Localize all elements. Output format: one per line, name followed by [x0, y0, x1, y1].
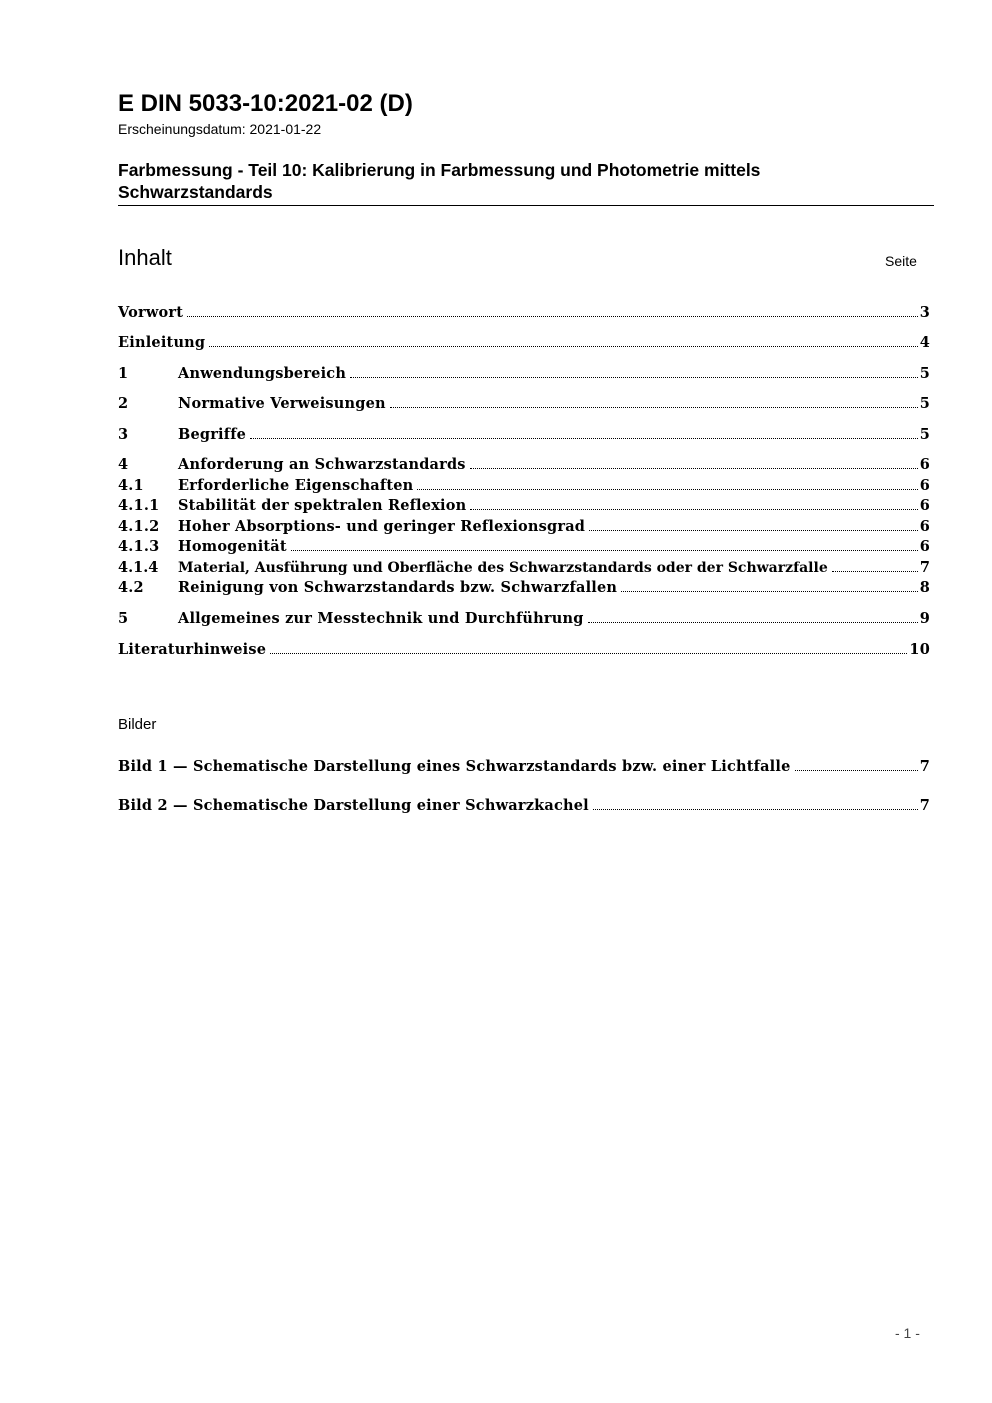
toc-entry-page: 3 — [919, 304, 930, 321]
page-column-label: Seite — [885, 253, 917, 269]
figure-entry-2[interactable] — [118, 795, 930, 815]
toc-entry-title: Hoher Absorptions- und geringer Reflexionsgrad — [178, 518, 586, 535]
toc-entry-page: 6 — [919, 456, 930, 473]
toc-heading: Inhalt — [118, 245, 172, 270]
figure-entry-page: 7 — [919, 758, 930, 775]
toc-entry-page: 5 — [919, 426, 930, 443]
toc-entry-title: Normative Verweisungen — [178, 395, 386, 412]
dot-leader — [593, 809, 918, 810]
page-number: - 1 - — [895, 1325, 920, 1341]
figures-heading: Bilder — [118, 716, 157, 733]
toc-entry-page: 9 — [919, 610, 930, 627]
publication-date: Erscheinungsdatum: 2021-01-22 — [118, 121, 322, 137]
dot-leader — [795, 770, 918, 771]
toc-entry-page: 6 — [919, 497, 930, 514]
figure-entry-title: Bild 1 — Schematische Darstellung eines Schwarzstandards bzw. einer Lichtfalle — [118, 758, 791, 775]
toc-entry-number: 4.1.4 — [118, 559, 159, 576]
toc-entry-number: 1 — [118, 365, 129, 382]
figure-entry-1[interactable] — [118, 756, 930, 776]
toc-entry-title: Literaturhinweise — [118, 641, 267, 658]
toc-entry-title: Allgemeines zur Messtechnik und Durchführung — [178, 610, 584, 627]
toc-entry-number: 4.1 — [118, 477, 144, 494]
toc-entry-page: 6 — [919, 538, 930, 555]
toc-entry-page: 6 — [919, 477, 930, 494]
toc-entry-title: Erforderliche Eigenschaften — [178, 477, 414, 494]
toc-entry-title: Vorwort — [118, 304, 184, 321]
toc-entry-title: Stabilität der spektralen Reflexion — [178, 497, 467, 514]
toc-entry-page: 4 — [919, 334, 930, 351]
toc-entry-title: Anforderung an Schwarzstandards — [178, 456, 466, 473]
toc-entry-title: Einleitung — [118, 334, 206, 351]
toc-entry-page: 6 — [919, 518, 930, 535]
toc-entry-page: 7 — [919, 559, 930, 576]
toc-entry-number: 4.1.1 — [118, 497, 160, 514]
document-title: E DIN 5033-10:2021-02 (D) — [118, 90, 413, 117]
toc-entry-page: 8 — [919, 579, 930, 596]
toc-entry-number: 4.1.2 — [118, 518, 160, 535]
toc-entry-page: 5 — [919, 365, 930, 382]
document-subtitle: Farbmessung - Teil 10: Kalibrierung in Farbmessung und Photometrie mittels Schwarzstandards — [118, 160, 761, 202]
toc-entry-number: 5 — [118, 610, 129, 627]
toc-entry-title: Begriffe — [178, 426, 247, 443]
figure-entry-title: Bild 2 — Schematische Darstellung einer Schwarzkachel — [118, 797, 589, 814]
toc-entry-number: 4.2 — [118, 579, 144, 596]
toc-entry-title: Material, Ausführung und Oberfläche des Schwarzstandards oder der Schwarzfalle — [178, 560, 828, 576]
toc-entry-title: Homogenität — [178, 538, 287, 555]
toc-entry-title: Anwendungsbereich — [178, 365, 347, 382]
toc-entry-title: Reinigung von Schwarzstandards bzw. Schwarzfallen — [178, 579, 618, 596]
toc-entry-number: 2 — [118, 395, 129, 412]
toc-entry-page: 5 — [919, 395, 930, 412]
toc-entry-number: 4.1.3 — [118, 538, 160, 555]
toc-entry-number: 4 — [118, 456, 129, 473]
toc-entry-number: 3 — [118, 426, 129, 443]
toc-entry-page: 10 — [909, 641, 930, 658]
figure-entry-page: 7 — [919, 797, 930, 814]
